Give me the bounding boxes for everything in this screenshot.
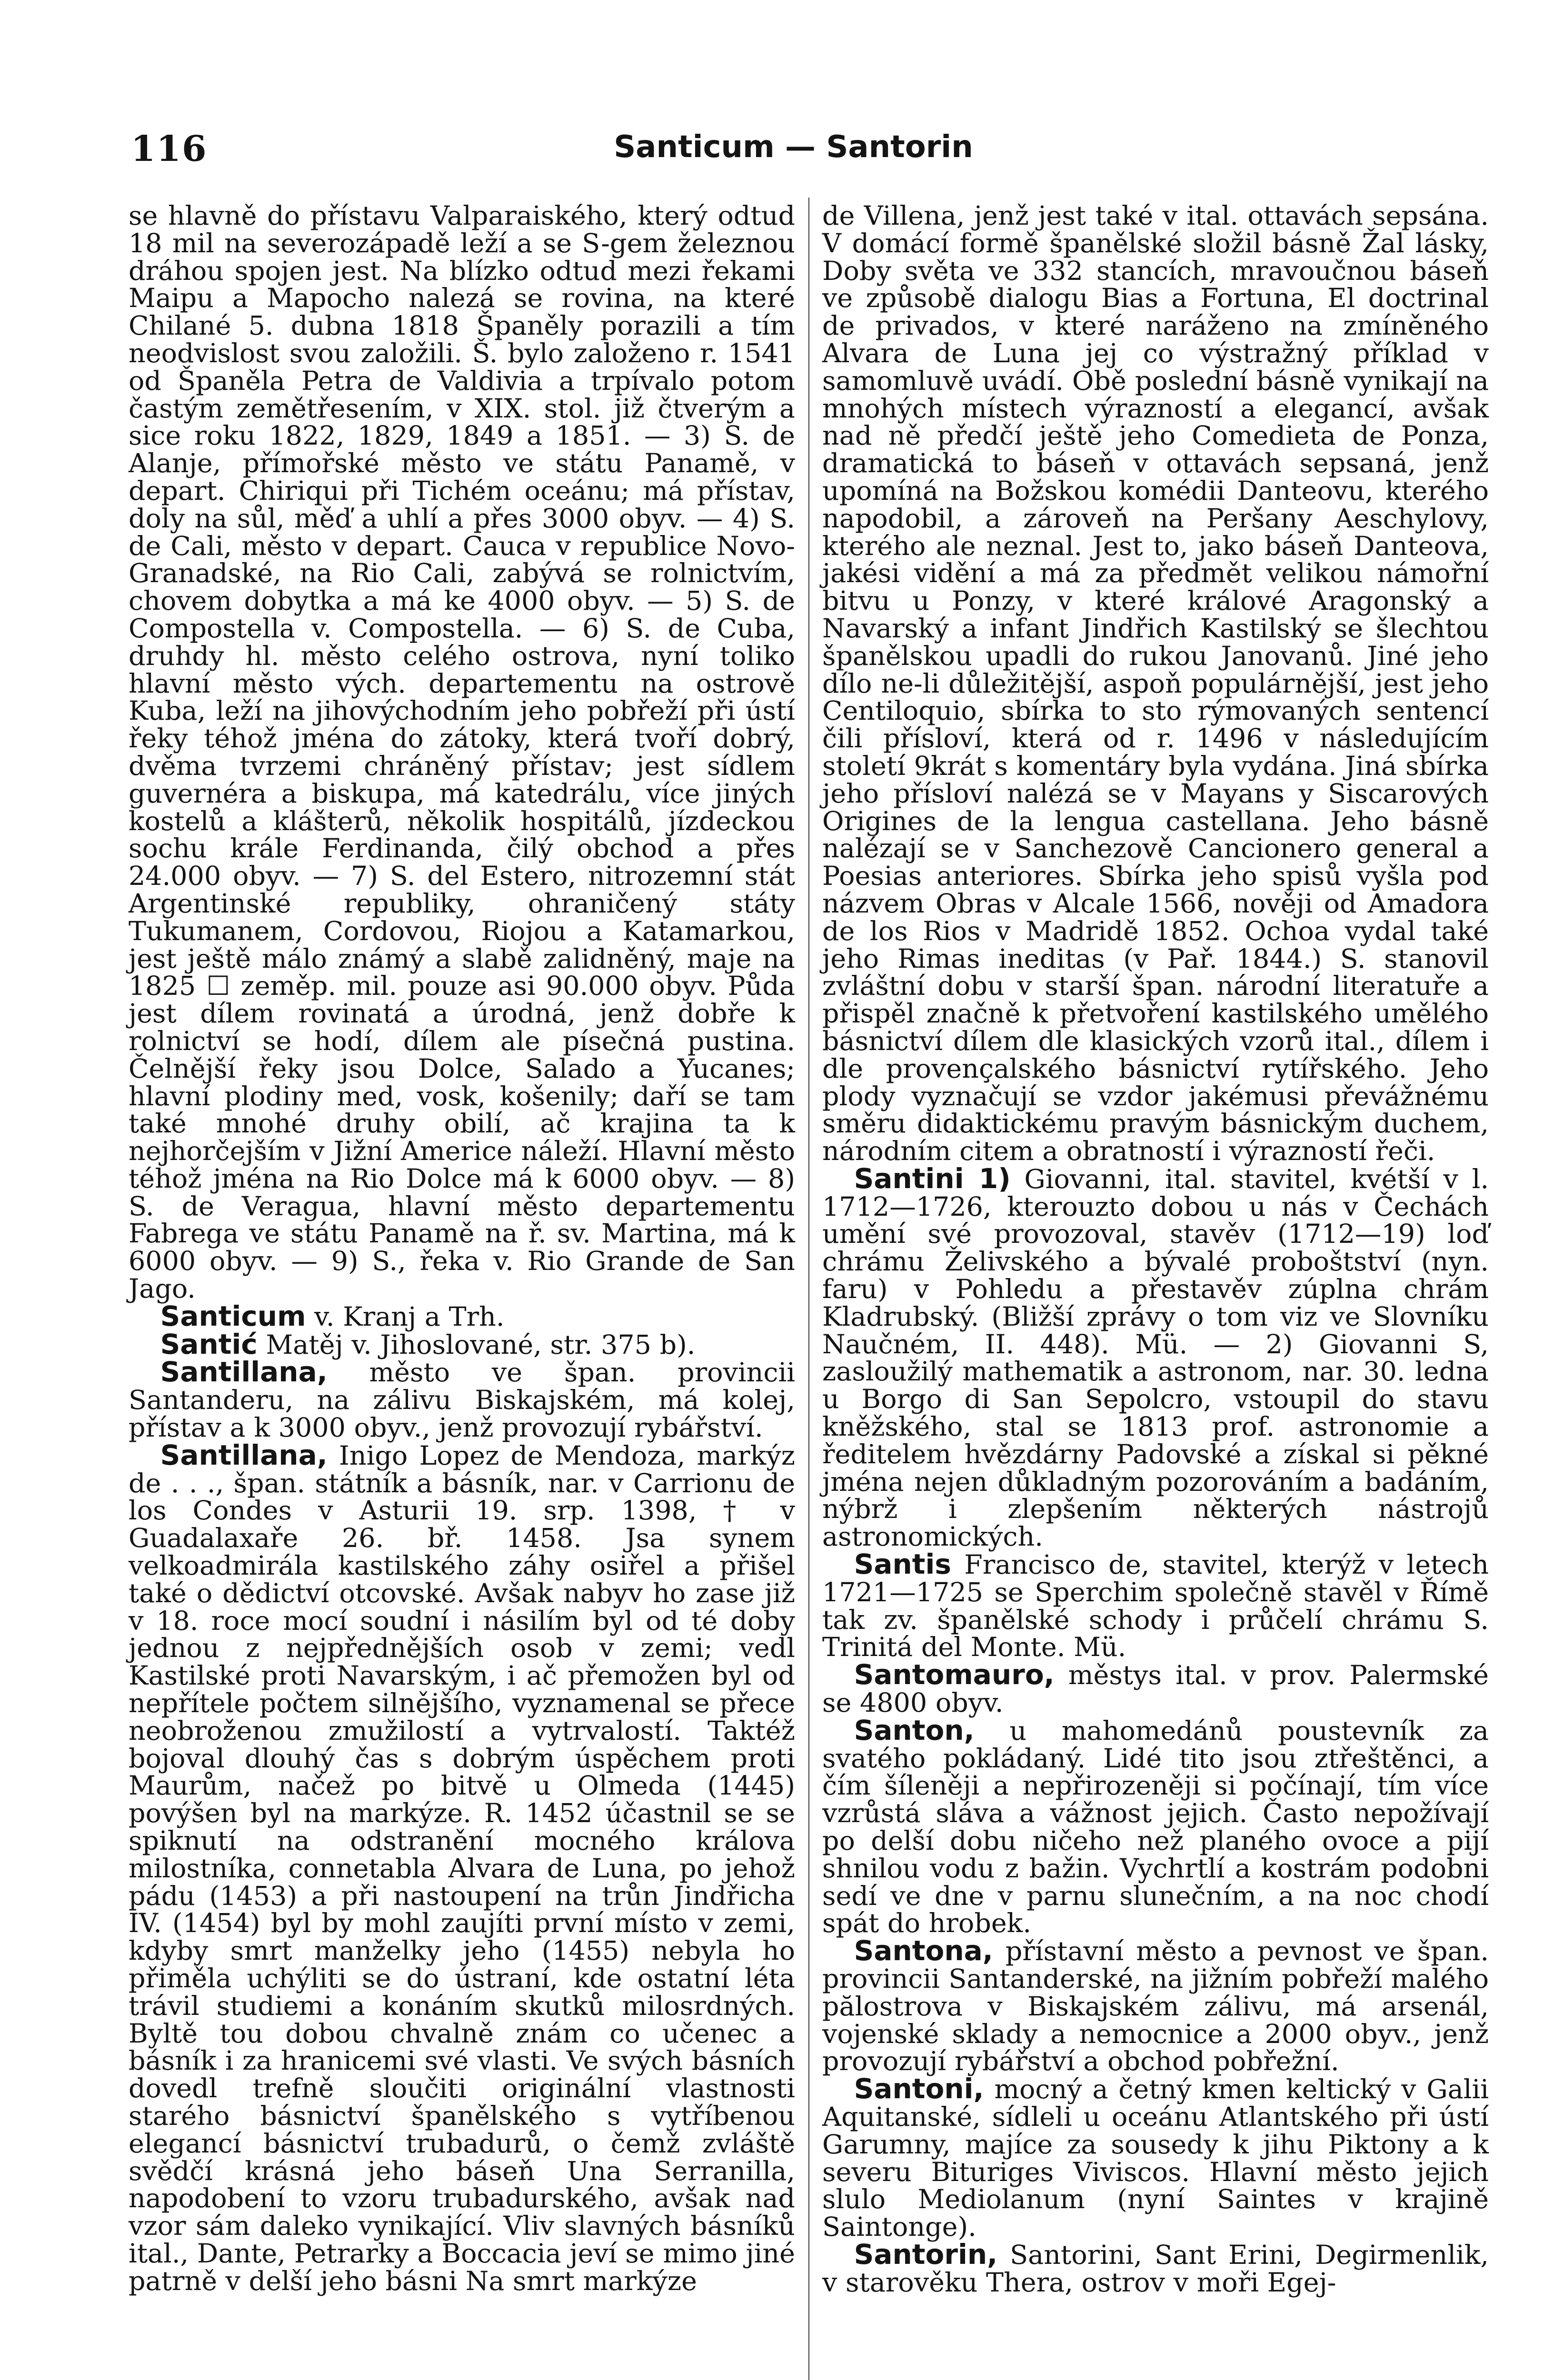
entry-text: u mahomedánů poustevník za svatého pokládaný. Lidé tito jsou ztřeštěnci, a čím šíleněji a nepřirozeněji si počínají, tím více vzrůstá sláva a vážnost jejich. Často nepožívají po delší dobu ničeho než planého ovoce a pijí shnilou vodu z bažin. Vychrtlí a kostrám podobni sedí ve dne v parnu slunečním, a na noc chodí spát do hrobek. [822, 1715, 1489, 1939]
headword: Santon, [854, 1714, 975, 1746]
entry-santicum [129, 1299, 795, 1332]
entry-text: mocný a četný kmen keltický v Galii Aquitanské, sídleli u oceánu Atlantského při ústí Garumny, majíce za sousedy k jihu Piktony a k severu Bituriges Viviscos. Hlavní město jejich slulo Mediolanum (nyní Saintes v krajině Saintonge). [822, 2074, 1489, 2243]
entry-santorin [822, 2238, 1489, 2298]
headword: Santorin, [854, 2238, 998, 2271]
headword: Santis [854, 1548, 951, 1581]
headword: Santona, [854, 1934, 993, 1967]
entry-santillana-poet [129, 1438, 795, 2297]
entry-santillana-continuation: de Villena, jenž jest také v ital. ottavách sepsána. V domácí formě španělské složil básně Žal lásky, Doby světa ve 332 stancích, mravoučnou báseň ve způsobě dialogu Bias a Fortuna, El doctrinal de privados, v které naráženo na zmíněného Alvara de Luna jej co výstražný příklad v samomluvě uvádí. Obě poslední básně vynikají na mnohých místech výrazností a elegancí, avšak nad ně předčí ještě jeho Comedieta de Ponza, dramatická to báseň v ottavách sepsaná, jenž upomíná na Božskou komédii Danteovu, kterého napodobil, a zároveň na Peršany Aeschylovy, kterého ale neznal. Jest to, jako báseň Danteova, jakési vidění a má za předmět velikou námořní bitvu u Ponzy, v které králové Aragonský a Navarský a infant Jindřich Kastilský se šlechtou španělskou upadli do rukou Janovanů. Jiné jeho dílo ne-li důležitější, aspoň populárnější, jest jeho Centiloquio, sbírka to sto rýmovaných sentencí čili přísloví, která od r. 1496 v následujícím století 9krát s komentáry byla vydána. Jiná sbírka jeho přísloví nalézá se v Mayans y Siscarových Origines de la lengua castellana. Jeho básně nalézají se v Sanchezově Cancionero general a Poesias anteriores. Sbírka jeho spisů vyšla pod názvem Obras v Alcale 1566, nověji od Amadora de los Rios v Madridě 1852. Ochoa vydal také jeho Rimas ineditas (v Pař. 1844.) S. stanovil zvláštní dobu v starší špan. národní literatuře a přispěl značně k přetvoření kastilského umělého básnictví dílem dle klasických vzorů ital., dílem i dle provençalského básnictví rytířského. Jeho plody vyznačují se vzdor jakémusi převážnému směru didaktickému pravým básnickým duchem, národním citem a obratností i výrazností řeči. [822, 200, 1489, 1167]
entry-text: Matěj v. Jihoslované, str. 375 b). [257, 1329, 696, 1360]
entry-text: městys ital. v prov. Palermské se 4800 obyv. [822, 1660, 1489, 1719]
entry-text: Inigo Lopez de Mendoza, markýz de . . ., špan. státník a básník, nar. v Carrionu de los Condes v Asturii 19. srp. 1398, † v Guadalaxaře 26. bř. 1458. Jsa synem velkoadmirála kastilského záhy osiřel a přišel také o dědictví otcovské. Avšak nabyv ho zase již v 18. roce mocí soudní i násilím byl od té doby jednou z nejpřednějších osob v zemi; vedl Kastilské proti Navarským, i ač přemožen byl od nepřítele počtem silnějšího, vyznamenal se přece neobroženou zmužilostí a vytrvalostí. Taktéž bojoval dlouhý čas s dobrým úspěchem proti Maurům, načež po bitvě u Olmeda (1445) povýšen byl na markýze. R. 1452 účastnil se se spiknutí na odstranění mocného králova milostníka, connetabla Alvara de Luna, po jehož pádu (1453) a při nastoupení na trůn Jindřicha IV. (1454) byl by mohl zaujíti první místo v zemi, kdyby smrt manželky jeho (1455) nebyla ho přiměla uchýliti se do ústraní, kde ostatní léta trávil studiemi a konáním skutků milosrdných. Byltě tou dobou chvalně znám co učenec a básník i za hranicemi své vlasti. Ve svých básních dovedl trefně sloučiti originální vlastnosti starého básnictví španělského s vytříbenou elegancí básnictví trubadurů, o čemž zvláště svědčí krásná jeho báseň Una Serranilla, napodobení to vzoru trubadurského, avšak nad vzor sám daleko vynikající. Vliv slavných básníků ital., Dante, Petrarky a Boccacia jeví se mimo jiné patrně v delší jeho básni Na smrt markýze [129, 1440, 795, 2297]
entry-santoni [822, 2075, 1489, 2241]
entry-text: v. Kranj a Trh. [306, 1301, 505, 1332]
entry-santomauro [822, 1658, 1489, 1719]
left-column [129, 202, 795, 2380]
entry-santona [822, 1934, 1489, 2077]
running-title: Santicum — Santorin [614, 129, 973, 165]
running-header [131, 119, 1456, 171]
column-divider [808, 198, 809, 2380]
headword: Santoni, [854, 2073, 984, 2105]
entry-text: přístavní město a pevnost ve špan. provincii Santanderské, na jižním pobřeží malého pălostrova v Biskajském zálivu, má arsenál, vojenské sklady a nemocnice a 2000 obyv., jenž provozují rybářství a obchod pobřežní. [822, 1936, 1489, 2077]
entry-santiago-continuation: se hlavně do přístavu Valparaiského, který odtud 18 mil na severozápadě leží a se S-gem železnou dráhou spojen jest. Na blízko odtud mezi řekami Maipu a Mapocho nalezá se rovina, na které Chilané 5. dubna 1818 Španěly porazili a tím neodvislost svou založili. Š. bylo založeno r. 1541 od Španěla Petra de Valdivia a trpívalo potom častým zemětřesením, v XIX. stol. již čtverým a sice roku 1822, 1829, 1849 a 1851. — 3) S. de Alanje, přímořské město ve státu Panamě, v depart. Chiriqui při Tichém oceánu; má přístav, doly na sůl, měď a uhlí a přes 3000 obyv. — 4) S. de Cali, město v depart. Cauca v republice Novo-Granadské, na Rio Cali, zabývá se rolnictvím, chovem dobytka a má ke 4000 obyv. — 5) S. de Compostella v. Compostella. — 6) S. de Cuba, druhdy hl. město celého ostrova, nyní toliko hlavní město vých. departementu na ostrově Kuba, leží na jihovýchodním jeho pobřeží při ústí řeky téhož jména do zátoky, která tvoří dobrý, dvěma tvrzemi chráněný přístav; jest sídlem guvernéra a biskupa, má katedrálu, více jiných kostelů a klášterů, několik hospitálů, jízdeckou sochu krále Ferdinanda, čilý obchod a přes 24.000 obyv. — 7) S. del Estero, nitrozemní stát Argentinské republiky, ohraničený státy Tukumanem, Cordovou, Riojou a Katamarkou, jest ještě málo známý a slabě zalidněný, maje na 1825 ☐ zeměp. mil. pouze asi 90.000 obyv. Půda jest dílem rovinatá a úrodná, jenž dobře k rolnictví se hodí, dílem ale písečná pustina. Čelnější řeky jsou Dolce, Salado a Yucanes; hlavní plodiny med, vosk, košenily; daří se tam také mnohé druhy obilí, ač krajina ta k nejhorčejším v Jižní Americe náleží. Hlavní město téhož jména na Rio Dolce má k 6000 obyv. — 8) S. de Veragua, hlavní město departementu Fabrega ve státu Panamě na ř. sv. Martina, má k 6000 obyv. — 9) S., řeka v. Rio Grande de San Jago. [129, 200, 795, 1305]
headword: Santillana, [160, 1356, 328, 1388]
entry-text: Santorini, Sant Erini, Degirmenlik, v starověku Thera, ostrov v moři Egej- [822, 2239, 1489, 2298]
entry-santic [129, 1328, 795, 1360]
headword: Santić [160, 1328, 258, 1360]
entry-santis [822, 1548, 1489, 1663]
headword: Santillana, [160, 1438, 328, 1471]
page-number: 116 [131, 129, 208, 169]
entry-santillana-town [129, 1356, 795, 1444]
headword: Santicum [160, 1299, 306, 1332]
entry-text: Giovanni, ital. stavitel, kvétší v l. 1712—1726, kterouzto dobou u nás v Čechách umění své provozoval, stavěv (1712—19) loď chrámu Želivského a bývalé proboštství (nyn. faru) v Pohledu a přestavěv zúplna chrám Kladrubský. (Bližší zprávy o tom viz ve Slovníku Naučném, II. 448). Mü. — 2) Giovanni S, zasloužilý mathematik a astronom, nar. 30. ledna u Borgo di San Sepolcro, vstoupil do stavu kněžského, stal se 1813 prof. astronomie a ředitelem hvězdárny Padovské a získal si pěkné jména nejen důkladným pozorováním a badáním, nýbrž i zlepšením některých nástrojů astronomických. [822, 1163, 1489, 1553]
headword: Santini 1) [854, 1162, 1011, 1195]
right-column [822, 202, 1489, 2380]
entry-santon [822, 1714, 1489, 1939]
entry-text: Francisco de, stavitel, kterýž v letech 1721—1725 se Sperchim společně stavěl v Římě tak zv. španělské schody i průčelí chrámu S. Trinitá del Monte. Mü. [822, 1549, 1489, 1663]
entry-text: město ve špan. provincii Santanderu, na zálivu Biskajském, má kolej, přístav a k 3000 obyv., jenž provozují rybářství. [129, 1357, 795, 1444]
entry-santini [822, 1162, 1489, 1553]
headword: Santomauro, [854, 1658, 1055, 1691]
